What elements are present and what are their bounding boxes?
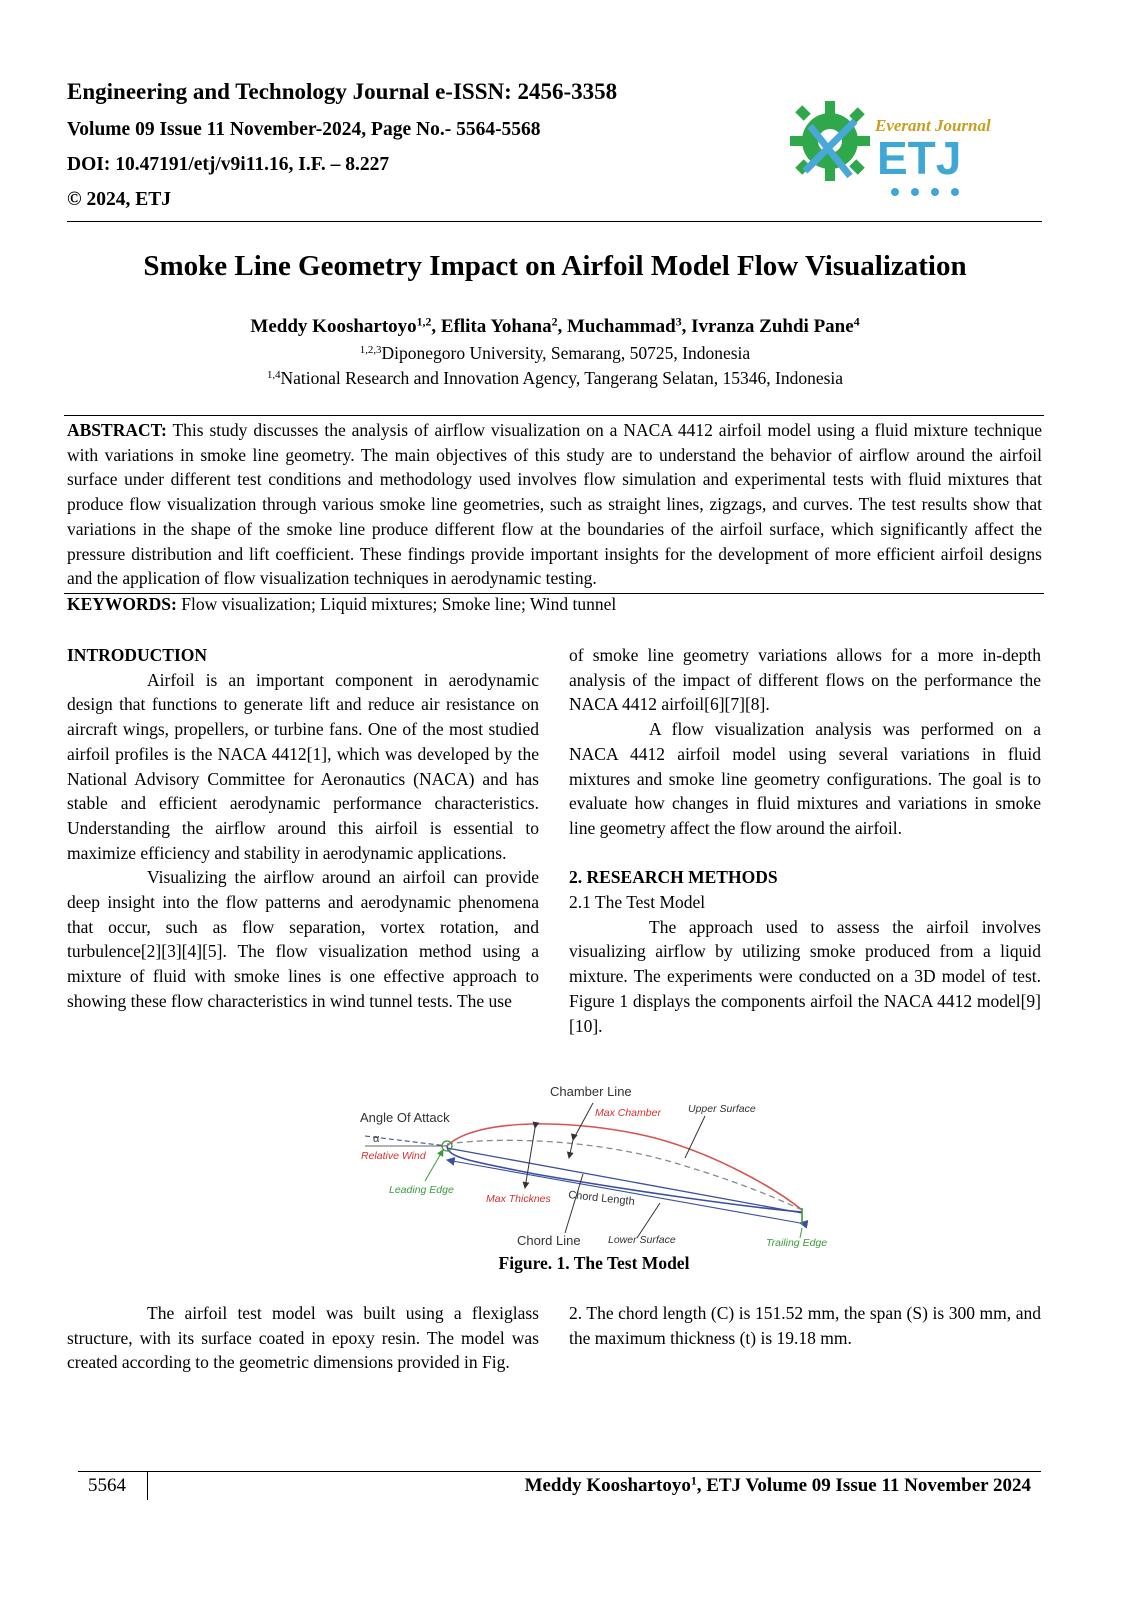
volume-info: Volume 09 Issue 11 November-2024, Page No.- 5564-5568: [67, 119, 541, 140]
footer-rule: [78, 1471, 1041, 1472]
header-rule: [67, 221, 1042, 222]
copyright: © 2024, ETJ: [67, 189, 171, 210]
logo-mark: ETJ: [877, 132, 962, 184]
abstract-rule-top: [64, 415, 1044, 416]
gear-icon: [790, 101, 870, 181]
keywords: KEYWORDS: Flow visualization; Liquid mixtures; Smoke line; Wind tunnel: [67, 594, 617, 614]
intro-paragraph-2: Visualizing the airflow around an airfoil can provide deep insight into the flow patterns and aerodynamic phenomena that occur, such as flow separation, vortex rotation, and turbulence[2][3][4][5]. The flow visualization method using a mixture of fluid with smoke lines is one effective approach to showing these flow characteristics in wind tunnel tests. The use: [67, 867, 539, 1011]
chord-length-arrow: [447, 1160, 800, 1223]
label-lower-surface: Lower Surface: [608, 1234, 676, 1246]
label-angle-of-attack: Angle Of Attack: [360, 1110, 450, 1125]
intro-paragraph-3: A flow visualization analysis was performed on a NACA 4412 airfoil model using several variations in fluid mixtures and smoke line geometry configurations. The goal is to evaluate how changes in fluid mixtures and variations in smoke line geometry affect the flow around the airfoil.: [569, 719, 1041, 838]
methods-subheading: 2.1 The Test Model: [569, 892, 706, 913]
affiliation-2: $^{1,4}$National Research and Innovation Agency, Tangerang Selatan, 15346, Indonesia: [266, 368, 844, 388]
label-relative-wind: Relative Wind: [361, 1150, 426, 1162]
abstract: ABSTRACT: This study discusses the analysis of airflow visualization on a NACA 4412 airfoil model using a fluid mixture technique with variations in smoke line geometry. The main objectives of this study are to understand the behavior of airflow around the airfoil surface under different test conditions and methodology used involves flow simulation and experimental tests with fluid mixtures that produce flow visualization through various smoke line geometries, such as straight lines, zigzags, and curves. The test results show that variations in the shape of the smoke line produce different flow at the boundaries of the airfoil surface, which significantly affect the pressure distribution and lift coefficient. These findings provide important insights for the development of more efficient airfoil designs and the application of flow visualization techniques in aerodynamic testing.: [67, 420, 1042, 589]
intro-paragraph-2-continued: of smoke line geometry variations allows for a more in-depth analysis of the impact of different flows on the performance the NACA 4412 airfoil[6][7][8].: [569, 645, 1041, 715]
footer-citation: Meddy Kooshartoyo$^1$, ETJ Volume 09 Issue 11 November 2024: [524, 1474, 1031, 1496]
figure-caption: Figure. 1. The Test Model: [498, 1253, 690, 1273]
test-model-paragraph-left: The airfoil test model was built using a flexiglass structure, with its surface coated in epoxy resin. The model was created according to the geometric dimensions provided in Fig.: [67, 1303, 539, 1373]
methods-paragraph-1: The approach used to assess the airfoil involves visualizing airflow by utilizing smoke produced from a liquid mixture. The experiments were conducted on a 3D model of test. Figure 1 displays the components airfoil the NACA 4412 model[9][10].: [569, 916, 1041, 1036]
intro-heading: INTRODUCTION: [67, 645, 208, 665]
airfoil-figure: [355, 1078, 835, 1258]
test-model-paragraph-right: 2. The chord length (C) is 151.52 mm, the span (S) is 300 mm, and the maximum thickness (t) is 19.18 mm.: [569, 1303, 1041, 1348]
author-list: Meddy Kooshartoyo$^{1,2}$, Eflita Yohana$^2$, Muchammad$^3$, Ivranza Zuhdi Pane$^4$: [250, 315, 860, 337]
methods-heading: 2. RESEARCH METHODS: [569, 867, 778, 888]
page-number: 5564: [88, 1475, 126, 1496]
logo-text: Everant Journal: [875, 116, 991, 135]
affiliation-1: $^{1,2,3}$Diponegoro University, Semarang, 50725, Indonesia: [359, 343, 751, 363]
label-chord-length: Chord Length: [567, 1189, 636, 1208]
label-max-thickness: Max Thicknes: [486, 1193, 551, 1205]
intro-paragraph-1: Airfoil is an important component in aerodynamic design that functions to generate lift and reduce air resistance on aircraft wings, propellers, or turbine fans. One of the most studied airfoil profiles is the NACA 4412[1], which was developed by the National Advisory Committee for Aeronautics (NACA) and has stable and efficient aerodynamic performance characteristics. Understanding the airflow around this airfoil is essential to maximize efficiency and stability in aerodynamic applications.: [67, 669, 539, 863]
label-chord-line: Chord Line: [517, 1233, 581, 1248]
label-leading-edge: Leading Edge: [389, 1184, 454, 1196]
footer-separator: [147, 1472, 148, 1500]
intro-column-right: [569, 643, 1041, 1038]
label-alpha: α: [373, 1133, 380, 1145]
label-trailing-edge: Trailing Edge: [766, 1237, 828, 1249]
doi-info: DOI: 10.47191/etj/v9i11.16, I.F. – 8.227: [67, 154, 390, 175]
paper-title: Smoke Line Geometry Impact on Airfoil Model Flow Visualization: [143, 250, 967, 282]
label-chamber-line: Chamber Line: [550, 1084, 632, 1099]
journal-name: Engineering and Technology Journal e-ISSN: 2456-3358: [67, 79, 618, 104]
label-upper-surface: Upper Surface: [688, 1103, 756, 1115]
intro-column-left: [67, 643, 539, 1014]
journal-logo: [785, 96, 1000, 206]
label-max-chamber: Max Chamber: [595, 1107, 661, 1119]
